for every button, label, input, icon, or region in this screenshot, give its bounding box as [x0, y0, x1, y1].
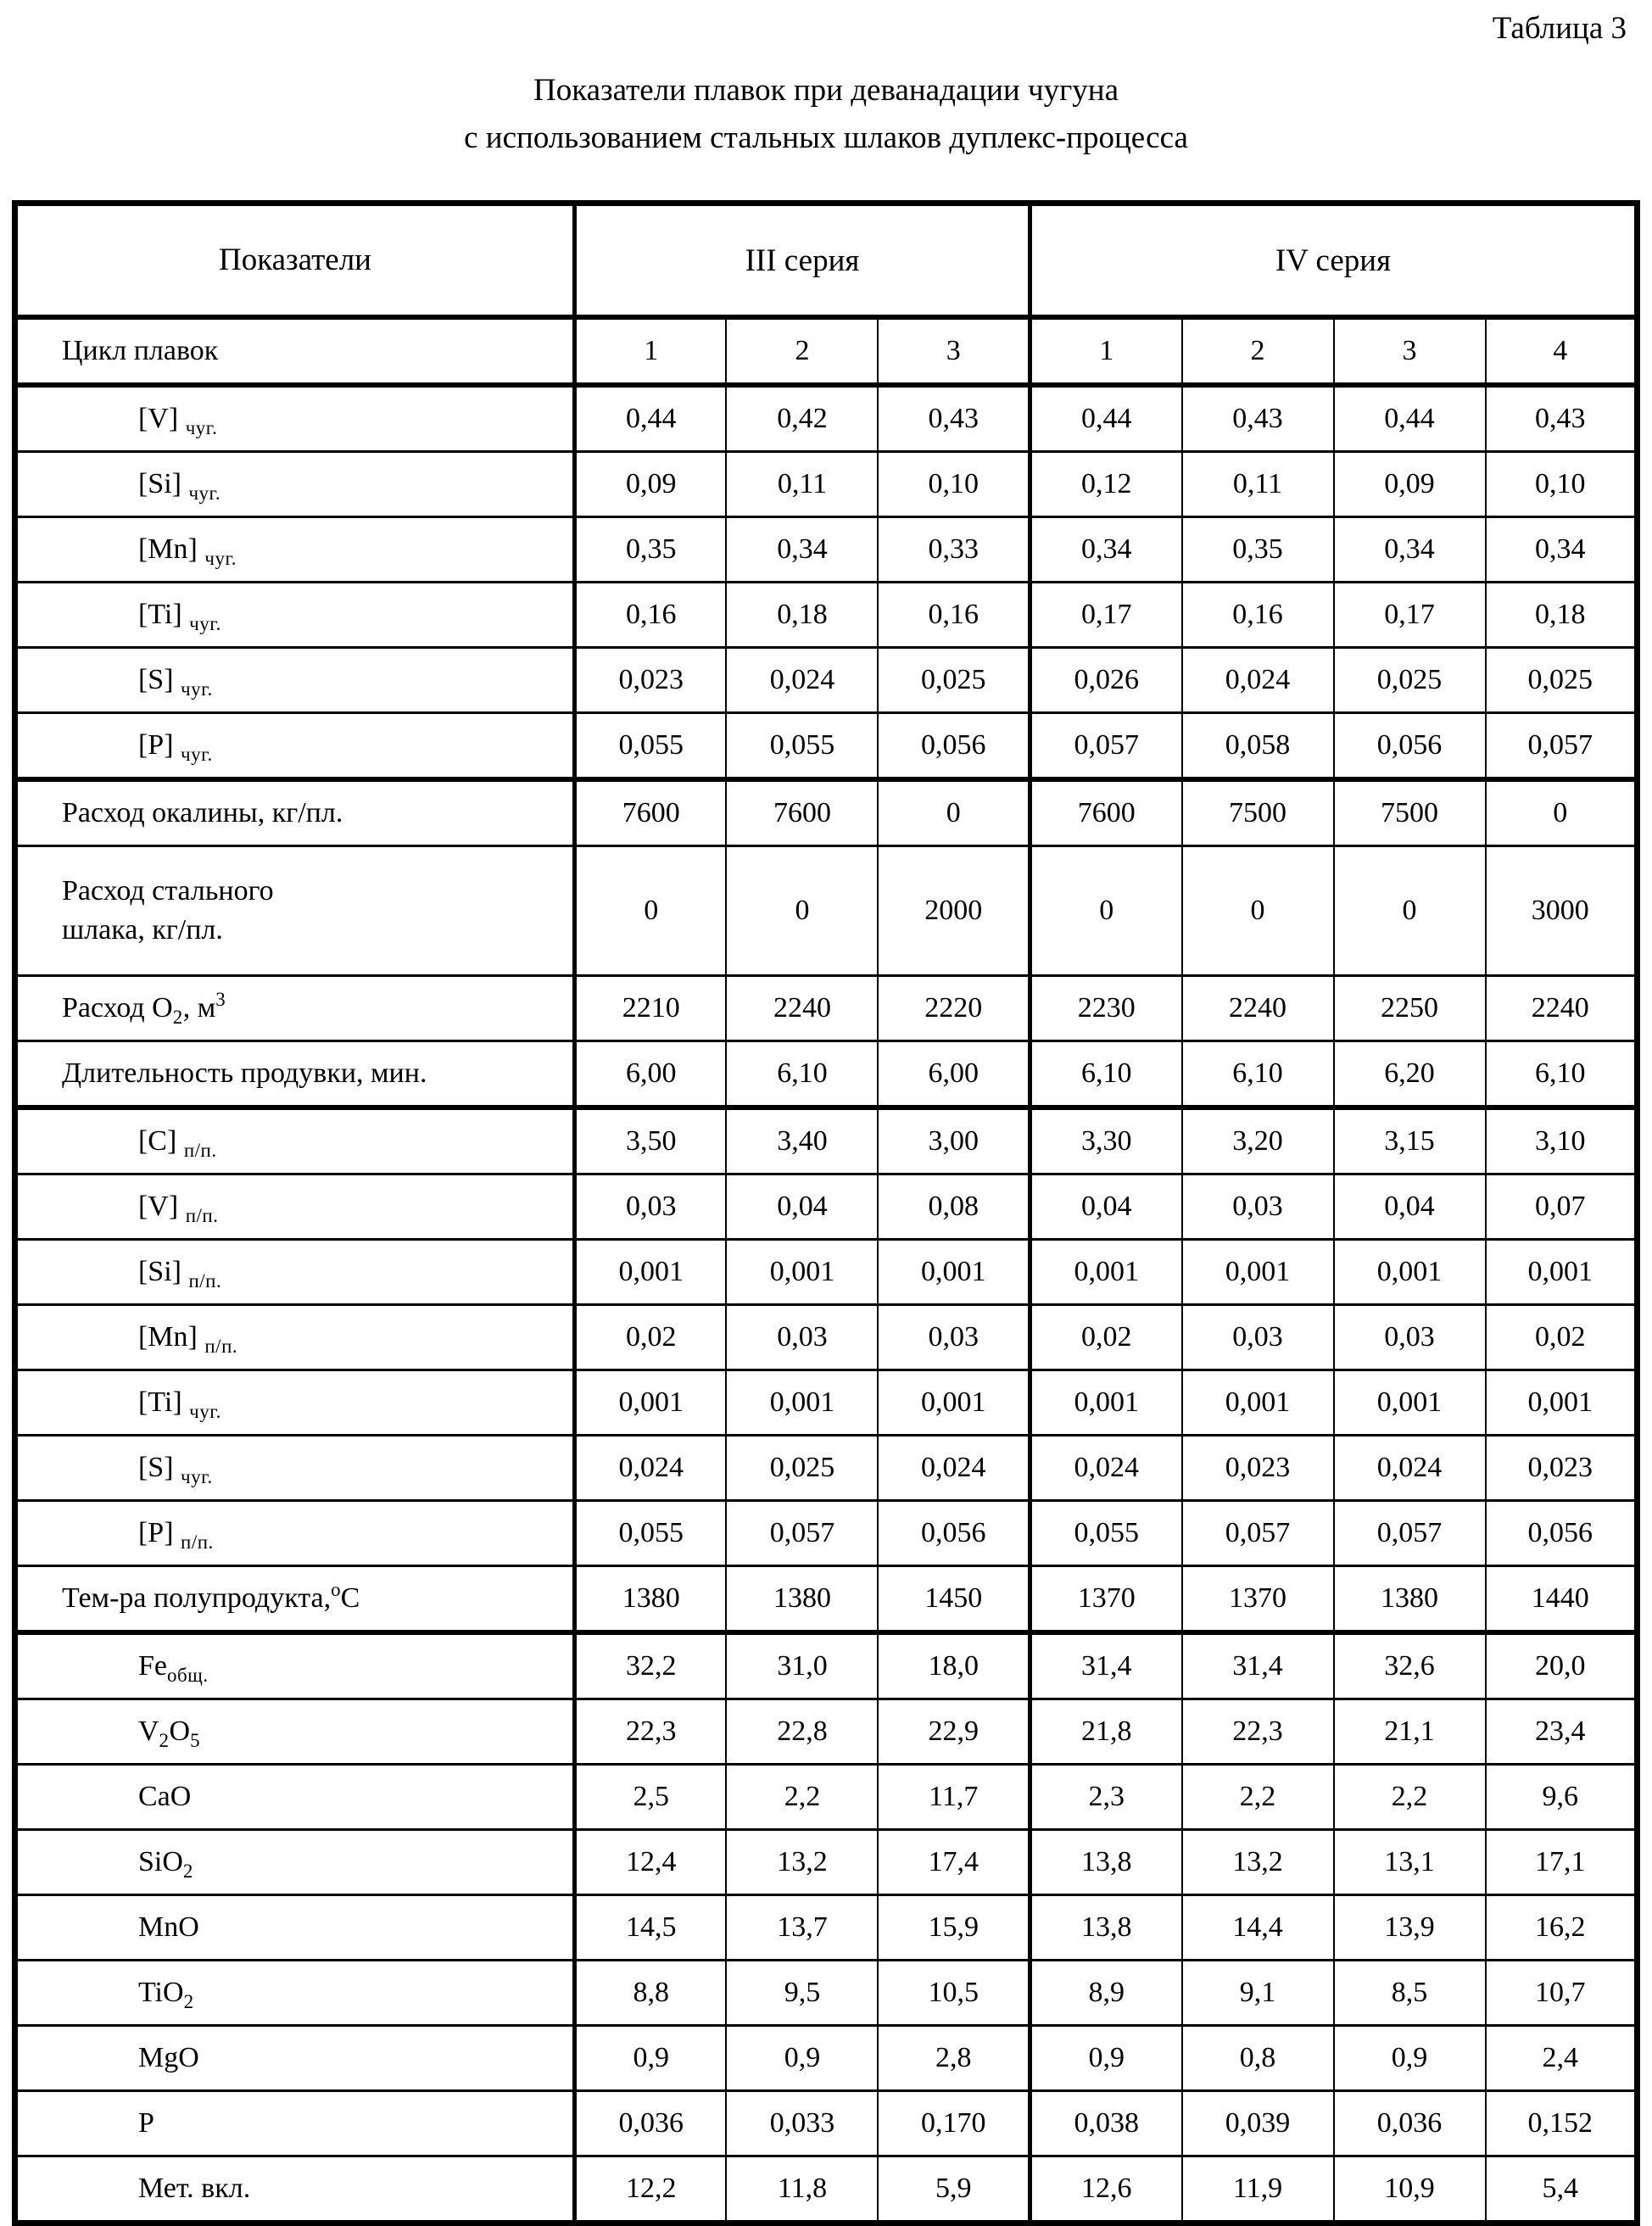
cell: 6,10	[1182, 1041, 1334, 1108]
cell: 0,33	[878, 517, 1030, 583]
cell: 2,3	[1030, 1765, 1182, 1830]
cell: 0,001	[1334, 1240, 1486, 1305]
cell: 23,4	[1486, 1699, 1638, 1765]
cell: 0,001	[878, 1370, 1030, 1436]
cell: 0,057	[1182, 1501, 1334, 1566]
cell: 6,00	[878, 1041, 1030, 1108]
cell: 0,11	[726, 452, 878, 517]
row-label: [S] $_{чуг.}$	[14, 648, 574, 713]
cell: 6,10	[726, 1041, 878, 1108]
cell: 0,8	[1182, 2026, 1334, 2091]
cell: 0,025	[878, 648, 1030, 713]
cell: 0,001	[1182, 1240, 1334, 1305]
cell: 1370	[1030, 1566, 1182, 1633]
row-label: Длительность продувки, мин.	[14, 1041, 574, 1108]
cell: 3,00	[878, 1107, 1030, 1174]
table-row	[14, 2026, 1637, 2091]
cell: 2250	[1334, 976, 1486, 1041]
cell: 13,9	[1334, 1895, 1486, 1961]
row-label: [Mn] $_{чуг.}$	[14, 517, 574, 583]
table-row	[14, 1370, 1637, 1436]
cell: 2,2	[726, 1765, 878, 1830]
cell: 0	[1334, 846, 1486, 976]
cell: 0,10	[878, 452, 1030, 517]
row-label: Расход стального шлака, кг/пл.	[14, 846, 574, 976]
cell: 0	[726, 846, 878, 976]
cell: 0,056	[1334, 713, 1486, 780]
cell: 0,02	[574, 1305, 726, 1370]
cell: 6,10	[1486, 1041, 1638, 1108]
cell: 0,023	[1182, 1436, 1334, 1501]
cell: 0,04	[1334, 1174, 1486, 1240]
table-row	[14, 517, 1637, 583]
cell: 2240	[1182, 976, 1334, 1041]
row-label: SiO$_2$	[14, 1830, 574, 1895]
cell: 0,023	[1486, 1436, 1638, 1501]
table-row	[14, 2091, 1637, 2156]
cell: 0,023	[574, 648, 726, 713]
cell: 3,20	[1182, 1107, 1334, 1174]
cell: 0,02	[1030, 1305, 1182, 1370]
cell: 0,056	[878, 713, 1030, 780]
cell: 22,8	[726, 1699, 878, 1765]
cell: 32,2	[574, 1632, 726, 1699]
cell: 11,8	[726, 2156, 878, 2223]
cell: 0,9	[1030, 2026, 1182, 2091]
cell: 1	[1030, 317, 1182, 385]
cell: 3	[1334, 317, 1486, 385]
cell: 9,5	[726, 1961, 878, 2026]
cell: 0,024	[1334, 1436, 1486, 1501]
cell: 0,43	[1182, 385, 1334, 452]
cell: 2	[1182, 317, 1334, 385]
table-row	[14, 713, 1637, 780]
cell: 1440	[1486, 1566, 1638, 1633]
cell: 31,0	[726, 1632, 878, 1699]
cell: 0,033	[726, 2091, 878, 2156]
table-row	[14, 583, 1637, 648]
cell: 0,001	[1486, 1240, 1638, 1305]
cell: 0,42	[726, 385, 878, 452]
table-row	[14, 1830, 1637, 1895]
cell: 0,03	[1334, 1305, 1486, 1370]
cell: 5,4	[1486, 2156, 1638, 2223]
cell: 0,026	[1030, 648, 1182, 713]
cell: 22,3	[574, 1699, 726, 1765]
cell: 0,04	[1030, 1174, 1182, 1240]
row-label: [Ti] $_{чуг.}$	[14, 583, 574, 648]
table-row	[14, 648, 1637, 713]
cell: 0,10	[1486, 452, 1638, 517]
cell: 0,039	[1182, 2091, 1334, 2156]
table-row	[14, 1699, 1637, 1765]
cell: 0,17	[1334, 583, 1486, 648]
cell: 0,055	[1030, 1501, 1182, 1566]
cell: 17,1	[1486, 1830, 1638, 1895]
cell: 20,0	[1486, 1632, 1638, 1699]
cell: 0,001	[878, 1240, 1030, 1305]
cell: 3	[878, 317, 1030, 385]
cell: 0,001	[726, 1240, 878, 1305]
row-label: [Si] $_{п/п.}$	[14, 1240, 574, 1305]
table-row	[14, 317, 1637, 385]
cell: 3,15	[1334, 1107, 1486, 1174]
cell: 21,8	[1030, 1699, 1182, 1765]
cell: 0,024	[1030, 1436, 1182, 1501]
cell: 6,00	[574, 1041, 726, 1108]
cell: 0,057	[726, 1501, 878, 1566]
cell: 0,056	[1486, 1501, 1638, 1566]
cell: 0,34	[1030, 517, 1182, 583]
table-title	[0, 67, 1652, 161]
cell: 0,12	[1030, 452, 1182, 517]
row-label: [P] $_{п/п.}$	[14, 1501, 574, 1566]
cell: 0	[1182, 846, 1334, 976]
cell: 3,10	[1486, 1107, 1638, 1174]
cell: 0,024	[1182, 648, 1334, 713]
row-label: [P] $_{чуг.}$	[14, 713, 574, 780]
cell: 0,056	[878, 1501, 1030, 1566]
row-label: CaO	[14, 1765, 574, 1830]
row-label: MnO	[14, 1895, 574, 1961]
cell: 0,43	[1486, 385, 1638, 452]
cell: 0,08	[878, 1174, 1030, 1240]
cell: 13,7	[726, 1895, 878, 1961]
cell: 0,9	[726, 2026, 878, 2091]
cell: 0,35	[1182, 517, 1334, 583]
table-row	[14, 1240, 1637, 1305]
row-label: Тем-ра полупродукта,$^о$С	[14, 1566, 574, 1633]
row-label: TiO$_2$	[14, 1961, 574, 2026]
cell: 2240	[1486, 976, 1638, 1041]
cell: 0,16	[574, 583, 726, 648]
cell: 16,2	[1486, 1895, 1638, 1961]
cell: 13,1	[1334, 1830, 1486, 1895]
cell: 0,34	[1334, 517, 1486, 583]
cell: 12,4	[574, 1830, 726, 1895]
cell: 11,7	[878, 1765, 1030, 1830]
cell: 10,7	[1486, 1961, 1638, 2026]
table-row	[14, 1632, 1637, 1699]
cell: 6,20	[1334, 1041, 1486, 1108]
header-series-iv: IV серия	[1030, 204, 1638, 318]
cell: 2,8	[878, 2026, 1030, 2091]
cell: 0,03	[726, 1305, 878, 1370]
data-table	[12, 200, 1640, 2226]
table-row	[14, 846, 1637, 976]
cell: 0,001	[574, 1240, 726, 1305]
cell: 2,4	[1486, 2026, 1638, 2091]
cell: 0,09	[1334, 452, 1486, 517]
cell: 14,5	[574, 1895, 726, 1961]
cell: 2000	[878, 846, 1030, 976]
table-row	[14, 2156, 1637, 2223]
cell: 7500	[1182, 779, 1334, 846]
cell: 0,9	[1334, 2026, 1486, 2091]
cell: 0,07	[1486, 1174, 1638, 1240]
title-line-1: Показатели плавок при деванадации чугуна	[533, 73, 1119, 108]
row-label: MgO	[14, 2026, 574, 2091]
header-indicators: Показатели	[14, 204, 574, 318]
cell: 0,001	[1030, 1240, 1182, 1305]
cell: 0,9	[574, 2026, 726, 2091]
cell: 8,5	[1334, 1961, 1486, 2026]
row-label: [V] $_{п/п.}$	[14, 1174, 574, 1240]
row-label: P	[14, 2091, 574, 2156]
cell: 0	[1030, 846, 1182, 976]
cell: 13,2	[726, 1830, 878, 1895]
table-row	[14, 1305, 1637, 1370]
title-line-2: с использованием стальных шлаков дуплекс-процесса	[464, 120, 1188, 155]
cell: 22,3	[1182, 1699, 1334, 1765]
cell: 5,9	[878, 2156, 1030, 2223]
cell: 3000	[1486, 846, 1638, 976]
cell: 12,2	[574, 2156, 726, 2223]
table-header-row	[14, 204, 1637, 318]
cell: 0,057	[1486, 713, 1638, 780]
cell: 2210	[574, 976, 726, 1041]
cell: 0,024	[574, 1436, 726, 1501]
cell: 10,5	[878, 1961, 1030, 2026]
cell: 0,058	[1182, 713, 1334, 780]
table-row	[14, 1961, 1637, 2026]
cell: 2,2	[1182, 1765, 1334, 1830]
row-label: [C] $_{п/п.}$	[14, 1107, 574, 1174]
cell: 0,024	[878, 1436, 1030, 1501]
table-row	[14, 1174, 1637, 1240]
cell: 15,9	[878, 1895, 1030, 1961]
table-row	[14, 1895, 1637, 1961]
cell: 0,16	[1182, 583, 1334, 648]
cell: 1	[574, 317, 726, 385]
cell: 0,11	[1182, 452, 1334, 517]
cell: 1380	[726, 1566, 878, 1633]
table-row	[14, 452, 1637, 517]
cell: 0,34	[1486, 517, 1638, 583]
table-row	[14, 1041, 1637, 1108]
cell: 0	[1486, 779, 1638, 846]
cell: 9,1	[1182, 1961, 1334, 2026]
cell: 7500	[1334, 779, 1486, 846]
cell: 21,1	[1334, 1699, 1486, 1765]
cell: 0,001	[1182, 1370, 1334, 1436]
cell: 2	[726, 317, 878, 385]
cell: 0,024	[726, 648, 878, 713]
cell: 2230	[1030, 976, 1182, 1041]
row-label: [Ti] $_{чуг.}$	[14, 1370, 574, 1436]
cell: 2,2	[1334, 1765, 1486, 1830]
cell: 0,001	[1486, 1370, 1638, 1436]
cell: 2,5	[574, 1765, 726, 1830]
cell: 8,9	[1030, 1961, 1182, 2026]
cell: 0,35	[574, 517, 726, 583]
cell: 0,025	[1334, 648, 1486, 713]
table-row	[14, 779, 1637, 846]
cell: 0,18	[1486, 583, 1638, 648]
table-row	[14, 1436, 1637, 1501]
cell: 0,025	[1486, 648, 1638, 713]
cell: 0,09	[574, 452, 726, 517]
cell: 1380	[574, 1566, 726, 1633]
row-label: Мет. вкл.	[14, 2156, 574, 2223]
cell: 32,6	[1334, 1632, 1486, 1699]
row-label: [S] $_{чуг.}$	[14, 1436, 574, 1501]
cell: 10,9	[1334, 2156, 1486, 2223]
cell: 12,6	[1030, 2156, 1182, 2223]
table-row	[14, 976, 1637, 1041]
row-label: [Si] $_{чуг.}$	[14, 452, 574, 517]
cell: 8,8	[574, 1961, 726, 2026]
header-series-iii: III серия	[574, 204, 1030, 318]
row-label: Расход окалины, кг/пл.	[14, 779, 574, 846]
cell: 1450	[878, 1566, 1030, 1633]
cell: 13,8	[1030, 1830, 1182, 1895]
cell: 0,170	[878, 2091, 1030, 2156]
cell: 0,44	[1030, 385, 1182, 452]
cell: 0,057	[1030, 713, 1182, 780]
row-label: Расход $О_2$, $м^3$	[14, 976, 574, 1041]
cell: 1370	[1182, 1566, 1334, 1633]
cell: 7600	[574, 779, 726, 846]
cell: 0,001	[1030, 1370, 1182, 1436]
row-label: [V] $_{чуг.}$	[14, 385, 574, 452]
cell: 0,055	[574, 713, 726, 780]
cell: 0,03	[574, 1174, 726, 1240]
cell: 0,036	[574, 2091, 726, 2156]
table-row	[14, 1501, 1637, 1566]
cell: 0,44	[1334, 385, 1486, 452]
cell: 0,152	[1486, 2091, 1638, 2156]
cell: 14,4	[1182, 1895, 1334, 1961]
row-label: Цикл плавок	[14, 317, 574, 385]
cell: 2220	[878, 976, 1030, 1041]
cell: 31,4	[1030, 1632, 1182, 1699]
table-number-label: Таблица 3	[1492, 11, 1627, 46]
cell: 0,055	[726, 713, 878, 780]
cell: 0,057	[1334, 1501, 1486, 1566]
cell: 6,10	[1030, 1041, 1182, 1108]
cell: 31,4	[1182, 1632, 1334, 1699]
cell: 0,02	[1486, 1305, 1638, 1370]
cell: 3,30	[1030, 1107, 1182, 1174]
cell: 0,001	[1334, 1370, 1486, 1436]
cell: 7600	[1030, 779, 1182, 846]
cell: 0,038	[1030, 2091, 1182, 2156]
row-label: $V_2O_5$	[14, 1699, 574, 1765]
cell: 3,40	[726, 1107, 878, 1174]
table-row	[14, 385, 1637, 452]
table-row	[14, 1765, 1637, 1830]
cell: 0,03	[1182, 1174, 1334, 1240]
table-row	[14, 1566, 1637, 1633]
cell: 0,036	[1334, 2091, 1486, 2156]
cell: 0,001	[574, 1370, 726, 1436]
row-label: [Mn] $_{п/п.}$	[14, 1305, 574, 1370]
cell: 7600	[726, 779, 878, 846]
cell: 13,2	[1182, 1830, 1334, 1895]
cell: 0,18	[726, 583, 878, 648]
cell: 0,43	[878, 385, 1030, 452]
table-row	[14, 1107, 1637, 1174]
cell: 17,4	[878, 1830, 1030, 1895]
cell: 0,025	[726, 1436, 878, 1501]
cell: 2240	[726, 976, 878, 1041]
cell: 0,04	[726, 1174, 878, 1240]
cell: 0	[878, 779, 1030, 846]
cell: 0,34	[726, 517, 878, 583]
cell: 0,17	[1030, 583, 1182, 648]
cell: 4	[1486, 317, 1638, 385]
cell: 22,9	[878, 1699, 1030, 1765]
cell: 0,44	[574, 385, 726, 452]
cell: 3,50	[574, 1107, 726, 1174]
cell: 1380	[1334, 1566, 1486, 1633]
cell: 18,0	[878, 1632, 1030, 1699]
cell: 0,001	[726, 1370, 878, 1436]
cell: 0	[574, 846, 726, 976]
cell: 13,8	[1030, 1895, 1182, 1961]
cell: 9,6	[1486, 1765, 1638, 1830]
cell: 0,16	[878, 583, 1030, 648]
row-label: $Fe_{общ.}$	[14, 1632, 574, 1699]
cell: 0,055	[574, 1501, 726, 1566]
cell: 11,9	[1182, 2156, 1334, 2223]
cell: 0,03	[878, 1305, 1030, 1370]
cell: 0,03	[1182, 1305, 1334, 1370]
